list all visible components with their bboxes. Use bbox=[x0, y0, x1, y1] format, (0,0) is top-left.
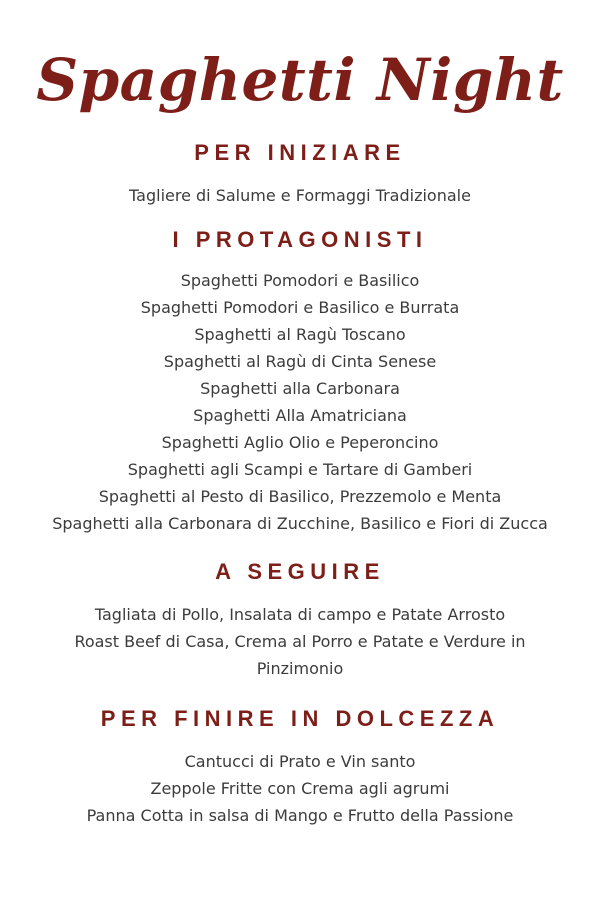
dish-item: Spaghetti Pomodori e Basilico e Burrata bbox=[140, 298, 460, 317]
dish-item: Spaghetti al Ragù Toscano bbox=[194, 325, 406, 344]
dish-item: Roast Beef di Casa, Crema al Porro e Patate e Verdure in Pinzimonio bbox=[74, 632, 526, 678]
section-heading: I PROTAGONISTI bbox=[172, 227, 428, 252]
section-a-seguire bbox=[0, 559, 600, 682]
dish-item: Zeppole Fritte con Crema agli agrumi bbox=[150, 779, 450, 798]
dish-item: Spaghetti al Pesto di Basilico, Prezzemolo e Menta bbox=[98, 487, 502, 506]
dish-item: Spaghetti al Ragù di Cinta Senese bbox=[163, 352, 437, 371]
dish-item: Tagliata di Pollo, Insalata di campo e Patate Arrosto bbox=[94, 605, 506, 624]
dish-item: Panna Cotta in salsa di Mango e Frutto della Passione bbox=[86, 806, 514, 825]
section-i-protagonisti bbox=[0, 227, 600, 537]
section-heading: A SEGUIRE bbox=[215, 559, 385, 584]
dish-list bbox=[0, 267, 600, 537]
section-per-iniziare bbox=[0, 140, 600, 209]
dish-list bbox=[0, 748, 600, 829]
section-heading: PER INIZIARE bbox=[194, 140, 406, 165]
dish-item: Cantucci di Prato e Vin santo bbox=[184, 752, 416, 771]
section-heading: PER FINIRE IN DOLCEZZA bbox=[100, 706, 500, 731]
dish-list bbox=[0, 601, 600, 682]
menu-title: Spaghetti Night bbox=[36, 46, 564, 114]
dish-item: Spaghetti Alla Amatriciana bbox=[193, 406, 407, 425]
dish-item: Spaghetti Aglio Olio e Peperoncino bbox=[161, 433, 439, 452]
dish-item: Spaghetti Pomodori e Basilico bbox=[180, 271, 420, 290]
section-per-finire-in-dolcezza bbox=[0, 706, 600, 829]
dish-list bbox=[0, 182, 600, 209]
dish-item: Spaghetti alla Carbonara di Zucchine, Basilico e Fiori di Zucca bbox=[52, 514, 548, 533]
dish-item: Tagliere di Salume e Formaggi Tradizionale bbox=[129, 186, 471, 205]
dish-item: Spaghetti agli Scampi e Tartare di Gamberi bbox=[127, 460, 473, 479]
dish-item: Spaghetti alla Carbonara bbox=[200, 379, 400, 398]
